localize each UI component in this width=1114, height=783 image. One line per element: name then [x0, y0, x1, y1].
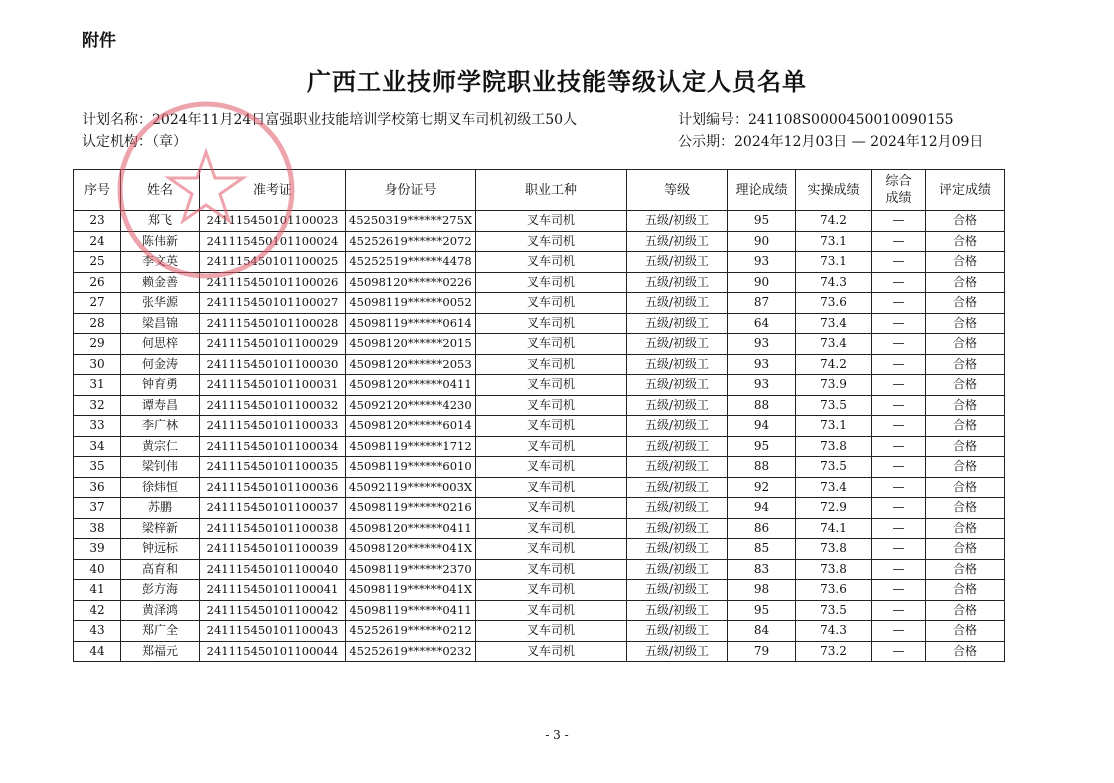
cell-result: 合格: [926, 457, 1005, 478]
cell-theory: 79: [728, 641, 796, 662]
cell-id-no: 45098120******0411: [346, 375, 476, 396]
cell-practice: 73.8: [796, 436, 872, 457]
cell-job: 叉车司机: [476, 211, 627, 232]
cell-practice: 72.9: [796, 498, 872, 519]
cell-practice: 73.1: [796, 416, 872, 437]
cell-practice: 73.5: [796, 457, 872, 478]
table-row: [74, 293, 1005, 314]
cell-result: 合格: [926, 559, 1005, 580]
cell-level: 五级/初级工: [627, 395, 728, 416]
cell-result: 合格: [926, 354, 1005, 375]
cell-id-no: 45252619******0232: [346, 641, 476, 662]
cell-seq: 44: [74, 641, 121, 662]
cell-job: 叉车司机: [476, 395, 627, 416]
cell-result: 合格: [926, 211, 1005, 232]
cell-result: 合格: [926, 231, 1005, 252]
cell-job: 叉车司机: [476, 539, 627, 560]
cell-job: 叉车司机: [476, 621, 627, 642]
cell-name: 张华源: [121, 293, 200, 314]
cell-overall: —: [872, 252, 926, 273]
certification-agency: 认定机构：（章）: [82, 134, 187, 150]
header-name: 姓名: [121, 170, 200, 211]
table-row: [74, 416, 1005, 437]
cell-id-no: 45098120******041X: [346, 539, 476, 560]
cell-seq: 41: [74, 580, 121, 601]
cell-theory: 95: [728, 600, 796, 621]
cell-seq: 36: [74, 477, 121, 498]
cell-job: 叉车司机: [476, 375, 627, 396]
cell-theory: 88: [728, 395, 796, 416]
cell-overall: —: [872, 354, 926, 375]
cell-practice: 73.6: [796, 580, 872, 601]
cell-exam-no: 241115450101100039: [200, 539, 346, 560]
cell-overall: —: [872, 641, 926, 662]
table-row: [74, 457, 1005, 478]
cell-practice: 73.4: [796, 313, 872, 334]
cell-practice: 73.5: [796, 600, 872, 621]
cell-theory: 83: [728, 559, 796, 580]
cell-name: 陈伟新: [121, 231, 200, 252]
cell-theory: 90: [728, 272, 796, 293]
cell-name: 黄宗仁: [121, 436, 200, 457]
cell-id-no: 45092120******4230: [346, 395, 476, 416]
cell-job: 叉车司机: [476, 518, 627, 539]
table-row: [74, 641, 1005, 662]
table-row: [74, 477, 1005, 498]
cell-seq: 42: [74, 600, 121, 621]
cell-seq: 28: [74, 313, 121, 334]
cell-theory: 88: [728, 457, 796, 478]
cell-job: 叉车司机: [476, 334, 627, 355]
cell-result: 合格: [926, 272, 1005, 293]
cell-exam-no: 241115450101100025: [200, 252, 346, 273]
cell-result: 合格: [926, 641, 1005, 662]
table-row: [74, 313, 1005, 334]
cell-overall: —: [872, 416, 926, 437]
cell-name: 高育和: [121, 559, 200, 580]
cell-exam-no: 241115450101100036: [200, 477, 346, 498]
cell-job: 叉车司机: [476, 477, 627, 498]
cell-job: 叉车司机: [476, 293, 627, 314]
cell-theory: 90: [728, 231, 796, 252]
cell-seq: 31: [74, 375, 121, 396]
cell-level: 五级/初级工: [627, 334, 728, 355]
cell-overall: —: [872, 293, 926, 314]
cell-result: 合格: [926, 252, 1005, 273]
cell-exam-no: 241115450101100037: [200, 498, 346, 519]
cell-exam-no: 241115450101100040: [200, 559, 346, 580]
cell-job: 叉车司机: [476, 354, 627, 375]
header-overall-line2: 成绩: [885, 191, 912, 206]
cell-theory: 94: [728, 416, 796, 437]
cell-overall: —: [872, 518, 926, 539]
cell-practice: 74.3: [796, 272, 872, 293]
cell-seq: 27: [74, 293, 121, 314]
cell-result: 合格: [926, 293, 1005, 314]
cell-level: 五级/初级工: [627, 231, 728, 252]
cell-exam-no: 241115450101100043: [200, 621, 346, 642]
cell-exam-no: 241115450101100041: [200, 580, 346, 601]
cell-practice: 74.2: [796, 211, 872, 232]
cell-exam-no: 241115450101100024: [200, 231, 346, 252]
cell-result: 合格: [926, 580, 1005, 601]
cell-practice: 73.2: [796, 641, 872, 662]
cell-level: 五级/初级工: [627, 354, 728, 375]
cell-id-no: 45098119******041X: [346, 580, 476, 601]
cell-id-no: 45098120******6014: [346, 416, 476, 437]
cell-name: 赖金善: [121, 272, 200, 293]
table-row: [74, 580, 1005, 601]
attachment-label: 附件: [82, 31, 116, 51]
cell-exam-no: 241115450101100033: [200, 416, 346, 437]
table-row: [74, 436, 1005, 457]
cell-practice: 73.8: [796, 559, 872, 580]
cell-name: 何金涛: [121, 354, 200, 375]
cell-job: 叉车司机: [476, 457, 627, 478]
cell-level: 五级/初级工: [627, 539, 728, 560]
cell-id-no: 45098119******2370: [346, 559, 476, 580]
cell-id-no: 45098119******0411: [346, 600, 476, 621]
table-row: [74, 518, 1005, 539]
cell-id-no: 45098119******1712: [346, 436, 476, 457]
cell-name: 梁昌锦: [121, 313, 200, 334]
cell-exam-no: 241115450101100035: [200, 457, 346, 478]
cell-id-no: 45098119******0052: [346, 293, 476, 314]
cell-overall: —: [872, 621, 926, 642]
cell-theory: 95: [728, 211, 796, 232]
cell-job: 叉车司机: [476, 231, 627, 252]
cell-seq: 30: [74, 354, 121, 375]
cell-exam-no: 241115450101100029: [200, 334, 346, 355]
cell-result: 合格: [926, 334, 1005, 355]
cell-seq: 39: [74, 539, 121, 560]
cell-practice: 73.1: [796, 231, 872, 252]
cell-level: 五级/初级工: [627, 293, 728, 314]
cell-practice: 74.1: [796, 518, 872, 539]
cell-job: 叉车司机: [476, 272, 627, 293]
cell-level: 五级/初级工: [627, 518, 728, 539]
cell-id-no: 45092119******003X: [346, 477, 476, 498]
cell-overall: —: [872, 477, 926, 498]
cell-overall: —: [872, 334, 926, 355]
table-row: [74, 539, 1005, 560]
cell-level: 五级/初级工: [627, 559, 728, 580]
header-job: 职业工种: [476, 170, 627, 211]
table-row: [74, 334, 1005, 355]
cell-level: 五级/初级工: [627, 272, 728, 293]
header-practice: 实操成绩: [796, 170, 872, 211]
header-theory: 理论成绩: [728, 170, 796, 211]
table-row: [74, 211, 1005, 232]
personnel-table: [73, 169, 1005, 662]
cell-name: 李文英: [121, 252, 200, 273]
cell-overall: —: [872, 211, 926, 232]
cell-seq: 23: [74, 211, 121, 232]
cell-theory: 94: [728, 498, 796, 519]
cell-seq: 26: [74, 272, 121, 293]
cell-level: 五级/初级工: [627, 252, 728, 273]
table-row: [74, 621, 1005, 642]
cell-name: 彭方海: [121, 580, 200, 601]
document-title: 广西工业技师学院职业技能等级认定人员名单: [307, 68, 807, 96]
cell-exam-no: 241115450101100031: [200, 375, 346, 396]
header-level: 等级: [627, 170, 728, 211]
cell-theory: 64: [728, 313, 796, 334]
cell-overall: —: [872, 580, 926, 601]
cell-exam-no: 241115450101100023: [200, 211, 346, 232]
cell-overall: —: [872, 600, 926, 621]
cell-overall: —: [872, 395, 926, 416]
cell-name: 梁钊伟: [121, 457, 200, 478]
cell-job: 叉车司机: [476, 559, 627, 580]
cell-name: 李广林: [121, 416, 200, 437]
header-result: 评定成绩: [926, 170, 1005, 211]
header-id-no: 身份证号: [346, 170, 476, 211]
cell-level: 五级/初级工: [627, 621, 728, 642]
cell-name: 黄泽鸿: [121, 600, 200, 621]
cell-result: 合格: [926, 518, 1005, 539]
cell-theory: 84: [728, 621, 796, 642]
header-overall-line1: 综合: [885, 174, 912, 189]
cell-name: 郑飞: [121, 211, 200, 232]
cell-theory: 85: [728, 539, 796, 560]
cell-overall: —: [872, 375, 926, 396]
table-row: [74, 395, 1005, 416]
cell-exam-no: 241115450101100027: [200, 293, 346, 314]
table-header-row: [74, 170, 1005, 211]
cell-seq: 24: [74, 231, 121, 252]
cell-id-no: 45098120******0411: [346, 518, 476, 539]
cell-level: 五级/初级工: [627, 580, 728, 601]
cell-theory: 93: [728, 252, 796, 273]
cell-seq: 34: [74, 436, 121, 457]
cell-theory: 95: [728, 436, 796, 457]
table-body: [74, 211, 1005, 662]
plan-number: 计划编号：241108S0000450010090155: [678, 112, 954, 128]
cell-name: 梁梓新: [121, 518, 200, 539]
cell-result: 合格: [926, 416, 1005, 437]
cell-name: 钟育勇: [121, 375, 200, 396]
publicity-period: 公示期：2024年12月03日 — 2024年12月09日: [678, 134, 984, 150]
cell-name: 钟远标: [121, 539, 200, 560]
cell-overall: —: [872, 539, 926, 560]
cell-theory: 93: [728, 334, 796, 355]
cell-theory: 87: [728, 293, 796, 314]
cell-name: 郑福元: [121, 641, 200, 662]
cell-result: 合格: [926, 375, 1005, 396]
cell-name: 何思梓: [121, 334, 200, 355]
table-row: [74, 252, 1005, 273]
cell-result: 合格: [926, 477, 1005, 498]
cell-exam-no: 241115450101100042: [200, 600, 346, 621]
cell-theory: 93: [728, 375, 796, 396]
plan-name: 计划名称：2024年11月24日富强职业技能培训学校第七期叉车司机初级工50人: [82, 112, 578, 128]
cell-level: 五级/初级工: [627, 600, 728, 621]
cell-practice: 74.3: [796, 621, 872, 642]
cell-level: 五级/初级工: [627, 313, 728, 334]
cell-level: 五级/初级工: [627, 457, 728, 478]
cell-job: 叉车司机: [476, 313, 627, 334]
page-number: - 3 -: [545, 728, 569, 742]
table-row: [74, 600, 1005, 621]
table-row: [74, 231, 1005, 252]
cell-level: 五级/初级工: [627, 436, 728, 457]
cell-overall: —: [872, 436, 926, 457]
cell-job: 叉车司机: [476, 580, 627, 601]
cell-id-no: 45098120******0226: [346, 272, 476, 293]
cell-seq: 32: [74, 395, 121, 416]
cell-level: 五级/初级工: [627, 416, 728, 437]
cell-practice: 73.1: [796, 252, 872, 273]
cell-name: 郑广全: [121, 621, 200, 642]
cell-name: 苏鹏: [121, 498, 200, 519]
header-seq: 序号: [74, 170, 121, 211]
cell-job: 叉车司机: [476, 498, 627, 519]
cell-seq: 37: [74, 498, 121, 519]
cell-overall: —: [872, 231, 926, 252]
cell-theory: 92: [728, 477, 796, 498]
cell-exam-no: 241115450101100032: [200, 395, 346, 416]
cell-theory: 98: [728, 580, 796, 601]
cell-seq: 33: [74, 416, 121, 437]
cell-level: 五级/初级工: [627, 641, 728, 662]
cell-name: 徐炜恒: [121, 477, 200, 498]
cell-seq: 29: [74, 334, 121, 355]
cell-id-no: 45098119******0216: [346, 498, 476, 519]
cell-name: 谭寿昌: [121, 395, 200, 416]
cell-id-no: 45098120******2053: [346, 354, 476, 375]
cell-overall: —: [872, 498, 926, 519]
cell-practice: 73.4: [796, 334, 872, 355]
cell-exam-no: 241115450101100034: [200, 436, 346, 457]
cell-seq: 35: [74, 457, 121, 478]
cell-id-no: 45252519******4478: [346, 252, 476, 273]
header-overall: [872, 170, 926, 211]
cell-level: 五级/初级工: [627, 498, 728, 519]
cell-id-no: 45098120******2015: [346, 334, 476, 355]
cell-result: 合格: [926, 621, 1005, 642]
cell-id-no: 45252619******2072: [346, 231, 476, 252]
cell-seq: 25: [74, 252, 121, 273]
cell-exam-no: 241115450101100030: [200, 354, 346, 375]
cell-exam-no: 241115450101100038: [200, 518, 346, 539]
cell-level: 五级/初级工: [627, 375, 728, 396]
cell-practice: 73.9: [796, 375, 872, 396]
cell-theory: 86: [728, 518, 796, 539]
cell-overall: —: [872, 457, 926, 478]
cell-job: 叉车司机: [476, 252, 627, 273]
cell-theory: 93: [728, 354, 796, 375]
cell-result: 合格: [926, 539, 1005, 560]
cell-result: 合格: [926, 600, 1005, 621]
table-row: [74, 375, 1005, 396]
cell-exam-no: 241115450101100028: [200, 313, 346, 334]
table-row: [74, 498, 1005, 519]
cell-result: 合格: [926, 395, 1005, 416]
cell-practice: 73.5: [796, 395, 872, 416]
cell-result: 合格: [926, 436, 1005, 457]
table-row: [74, 354, 1005, 375]
cell-practice: 73.4: [796, 477, 872, 498]
cell-level: 五级/初级工: [627, 477, 728, 498]
cell-id-no: 45252619******0212: [346, 621, 476, 642]
cell-exam-no: 241115450101100044: [200, 641, 346, 662]
cell-seq: 40: [74, 559, 121, 580]
cell-id-no: 45250319******275X: [346, 211, 476, 232]
cell-result: 合格: [926, 313, 1005, 334]
cell-level: 五级/初级工: [627, 211, 728, 232]
table-row: [74, 272, 1005, 293]
cell-result: 合格: [926, 498, 1005, 519]
cell-practice: 74.2: [796, 354, 872, 375]
cell-seq: 38: [74, 518, 121, 539]
cell-overall: —: [872, 272, 926, 293]
cell-seq: 43: [74, 621, 121, 642]
cell-job: 叉车司机: [476, 600, 627, 621]
header-exam-no: 准考证: [200, 170, 346, 211]
cell-job: 叉车司机: [476, 436, 627, 457]
table-row: [74, 559, 1005, 580]
cell-overall: —: [872, 559, 926, 580]
cell-practice: 73.8: [796, 539, 872, 560]
cell-practice: 73.6: [796, 293, 872, 314]
cell-id-no: 45098119******0614: [346, 313, 476, 334]
cell-exam-no: 241115450101100026: [200, 272, 346, 293]
cell-id-no: 45098119******6010: [346, 457, 476, 478]
cell-job: 叉车司机: [476, 416, 627, 437]
cell-job: 叉车司机: [476, 641, 627, 662]
cell-overall: —: [872, 313, 926, 334]
